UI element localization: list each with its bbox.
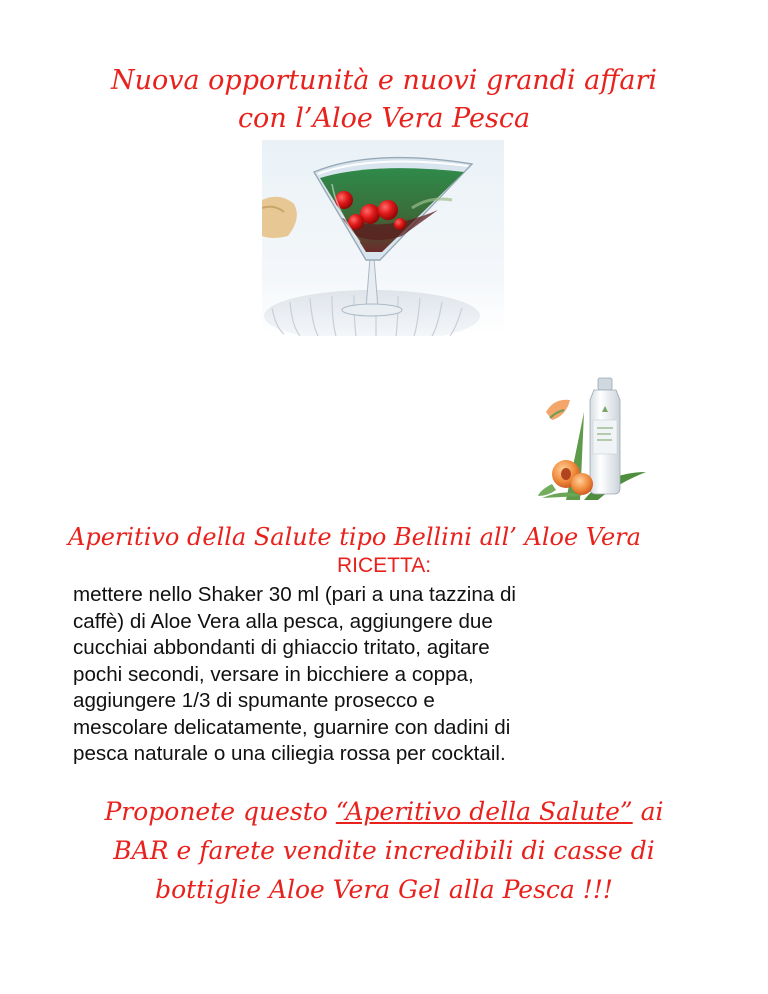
promo-text: [0, 792, 768, 909]
page-title-line-1: Nuova opportunità e nuovi grandi affari: [110, 65, 658, 96]
cocktail-glass-image: [262, 140, 504, 336]
recipe-text: [73, 582, 693, 768]
recipe-line: cucchiai abbondanti di ghiaccio tritato, agitare: [73, 636, 490, 659]
recipe-line: mettere nello Shaker 30 ml (pari a una tazzina di: [73, 583, 516, 606]
recipe-line: caffè) di Aloe Vera alla pesca, aggiungere due: [73, 609, 493, 633]
promo-line-1-end: ai: [632, 797, 664, 826]
page-title-line-2: con l’Aloe Vera Pesca: [237, 103, 531, 134]
recipe-line: pesca naturale o una ciliegia rossa per cocktail.: [73, 742, 506, 765]
recipe-line: aggiungere 1/3 di spumante prosecco e: [73, 689, 435, 712]
recipe-line: pochi secondi, versare in bicchiere a coppa,: [73, 662, 474, 686]
promo-line-3: bottiglie Aloe Vera Gel alla Pesca !!!: [155, 875, 613, 904]
promo-line-2: BAR e farete vendite incredibili di casse di: [113, 836, 655, 865]
promo-line-1-start: Proponete questo: [104, 797, 336, 826]
promo-highlight: “Aperitivo della Salute”: [335, 797, 633, 826]
recipe-heading: Aperitivo della Salute tipo Bellini all’ Aloe Vera: [68, 523, 641, 551]
promo-line-1: [0, 792, 768, 831]
aloe-vera-peach-bottle-image: [536, 372, 660, 502]
recipe-line: mescolare delicatamente, guarnire con dadini di: [73, 715, 511, 739]
recipe-label: RICETTA:: [336, 554, 432, 577]
